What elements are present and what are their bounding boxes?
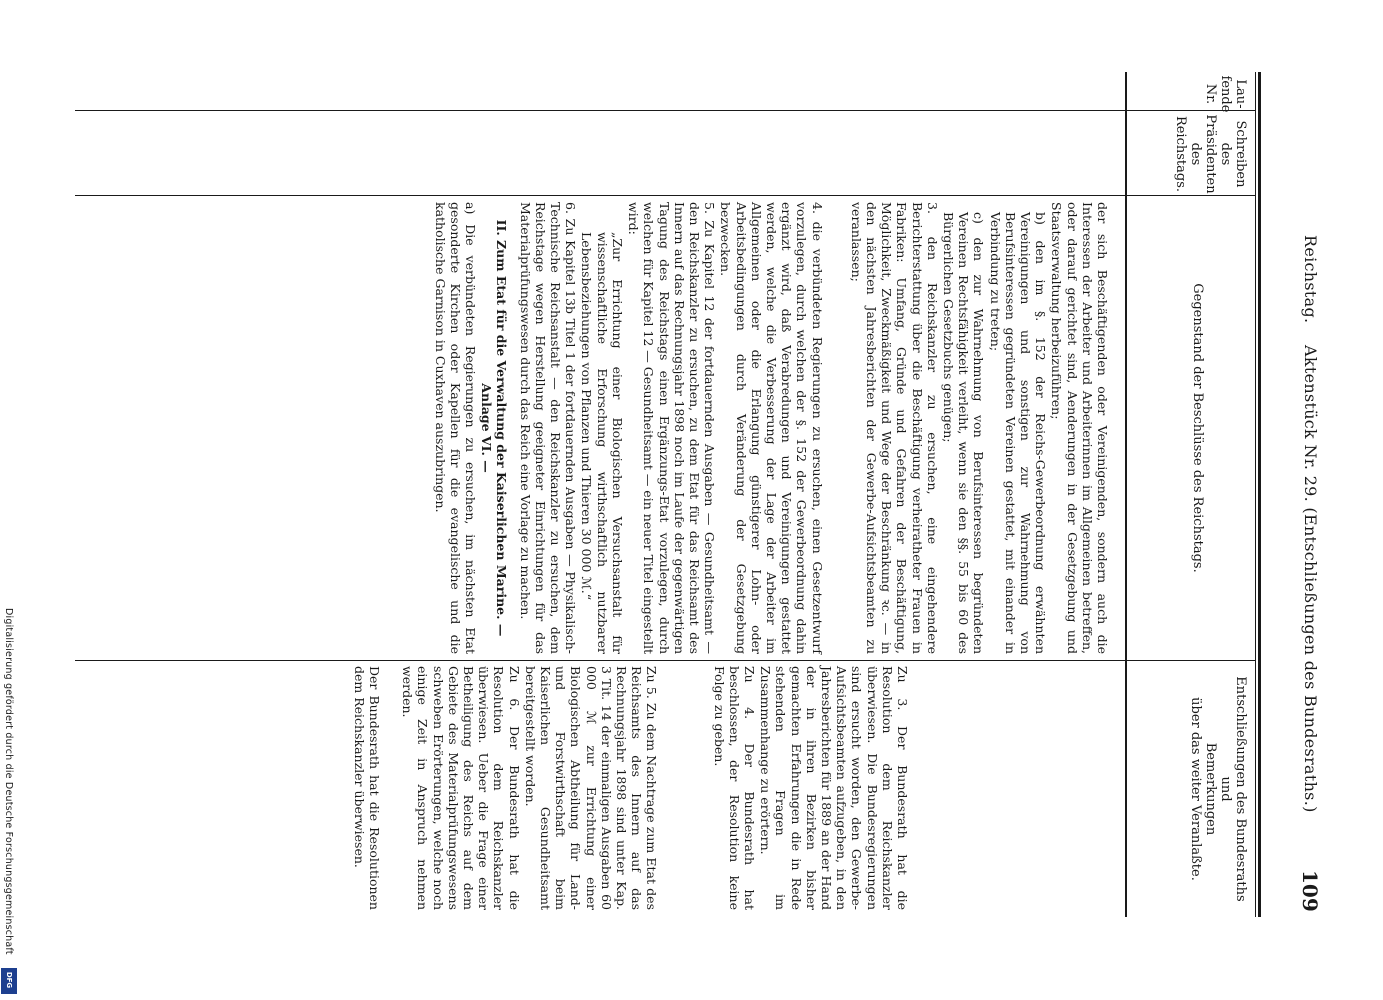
page-number: 109 xyxy=(1298,870,1322,912)
decision-zu-6: Zu 6. Der Bundesrath hat die Resolution dem Reichskanzler überwiesen. Ueber die Frage einer Betheiligung des Reichs auf dem Gebiete des Materialprüfungswesens schweben Erörterungen, welche noch einige Zeit in Anspruch nehmen werden. xyxy=(400,666,522,910)
header-col-schreiben xyxy=(1128,112,1248,196)
header-col2-text: Schreiben des Präsidenten des Reichstags. xyxy=(1173,114,1248,194)
running-head-center: Aktenstück Nr. 29. (Entschließungen des Bundesraths.) xyxy=(1301,345,1320,813)
main-para-3: c) den zur Wahrnehmung von Berufsinteressen begründeten Vereinen Rechtsfähigkeit verleiht, wenn sie den §§. 55 bis 60 des Bürgerlichen Gesetzbuchs genügen; xyxy=(940,212,987,654)
header-col-gegenstand xyxy=(1125,198,1205,658)
dfg-logo xyxy=(1,968,17,994)
header-col-entschliessungen xyxy=(1128,664,1248,914)
main-para-4: 3. den Reichskanzler zu ersuchen, eine eingehendere Berichterstattung über die Beschäftigung verheiratheter Frauen in Fabriken: Umfang, Gründe und Gefahren der Beschäftigung, Möglichkeit, Zweckmäßigkeit und Wege der Beschränkung ꝛc. — in den nächsten Jahresberichten der Gewerbe-Aufsichtsbeamten zu veranlassen; xyxy=(848,202,940,654)
rule-outer-left xyxy=(1255,72,1256,917)
main-text-column xyxy=(70,202,1110,654)
running-head-left: Reichstag. xyxy=(1301,235,1320,324)
header-col-laufende-nr xyxy=(1128,74,1248,114)
main-para-6: 5. Zu Kapitel 12 der fortdauernden Ausgaben — Gesundheitsamt — den Reichskanzler zu ersuchen, zu dem Etat für das Reichsamt des Innern auf das Rechnungsjahr 1898 noch im Laufe der gegenwärtigen Tagung des Reichstags einen Ergänzungs-Etat vorzulegen, durch welchen für Kapitel 12 — Gesundheitsamt — ein neuer Titel eingestellt wird: xyxy=(626,202,718,654)
header-col1-text: Lau- fende Nr. xyxy=(1203,75,1248,113)
rule-col2-col3 xyxy=(75,195,1255,196)
decisions-column xyxy=(70,666,1110,910)
dfg-logo-text: DFG xyxy=(5,971,13,989)
main-para-9: a) Die verbündeten Regierungen zu ersuchen, im nächsten Etat gesonderte Kirchen oder Kapellen für die evangelische und die katholische Garnison in Cuxhaven auszubringen. xyxy=(432,202,479,654)
header-col4-text: Entschließungen des Bundesraths und Bemerkungen über das weiter Veranlaßte. xyxy=(1188,676,1248,902)
main-para-1: der sich Beschäftigenden oder Vereinigenden, sondern auch die Interessen der Arbeiter und Arbeiterinnen im Allgemeinen betreffen, oder darauf gerichtet sind, Aenderungen in der Gesetzgebung und Staatsverwaltung herbeizuführen; xyxy=(1049,202,1110,654)
decision-zu-3: Zu 3. Der Bundesrath hat die Resolution dem Reichskanzler überwiesen. Die Bundesregierungen sind ersucht worden, den Gewerbe-Aufsichtsbeamten aufzugeben, in den Jahresberichten für 1889 an der Hand der in ihren Bezirken bisher gemachten Erfahrungen die in Rede stehenden Fragen im Zusammenhange zu erörtern. xyxy=(758,666,910,910)
rule-col1-col2 xyxy=(75,110,1255,111)
rule-top-thick xyxy=(1258,72,1261,917)
main-para-7: „Zur Errichtung einer Biologischen Versuchsanstalt für wissenschaftliche Erforschung wirthschaftlich nutzbarer Lebensbeziehungen von Pflanzen und Thieren 30 000 ℳ.“ xyxy=(579,232,625,654)
main-para-8: 6. Zu Kapitel 13b Titel 1 der fortdauernden Ausgaben — Physikalisch-Technische Reichsanstalt — den Reichskanzler zu ersuchen, dem Reichstage wegen Herstellung geeigneter Einrichtungen für das Materialprüfungswesen durch das Reich eine Vorlage zu machen. xyxy=(517,202,579,654)
main-para-5: 4. die verbündeten Regierungen zu ersuchen, einen Gesetzentwurf vorzulegen, durch welchen der §. 152 der Gewerbeordnung dahin ergänzt wird, daß Verabredungen und Vereinigungen gestattet werden, welche die Verbesserung der Lage der Arbeiter im Allgemeinen oder die Erlangung günstigerer Lohn- oder Arbeitsbedingungen durch Veränderung der Gesetzgebung bezwecken. xyxy=(718,202,825,654)
rule-col3-col4 xyxy=(75,660,1255,661)
dfg-funding-note: Digitalisierung gefördert durch die Deutsche Forschungsgemeinschaft xyxy=(3,608,14,955)
section-heading-marine: II. Zum Etat für die Verwaltung der Kaiserlichen Marine. — Anlage VI. — xyxy=(479,219,510,637)
header-col3-text: Gegenstand der Beschlüsse des Reichstags. xyxy=(1190,283,1205,573)
decision-zu-4: Zu 4. Der Bundesrath hat beschlossen, der Resolution keine Folge zu geben. xyxy=(711,666,757,910)
decision-zu-5: Zu 5. Zu dem Nachtrage zum Etat des Reichsamts des Innern auf das Rechnungsjahr 1898 sind unter Kap. 3 Tit. 14 der einmaligen Ausgaben 60 000 ℳ zur Errichtung einer Biologischen Abtheilung für Land- und Forstwirthschaft beim Kaiserlichen Gesundheitsamt bereitgestellt worden. xyxy=(522,666,660,910)
decision-marine: Der Bundesrath hat die Resolutionen dem Reichskanzler überwiesen. xyxy=(351,666,382,910)
main-para-2: b) den im §. 152 der Reichs-Gewerbeordnung erwähnten Vereinigungen und sonstigen zur Wahrnehmung von Berufsinteressen gegründeten Vereinen gestattet, mit einander in Verbindung zu treten; xyxy=(987,212,1049,654)
